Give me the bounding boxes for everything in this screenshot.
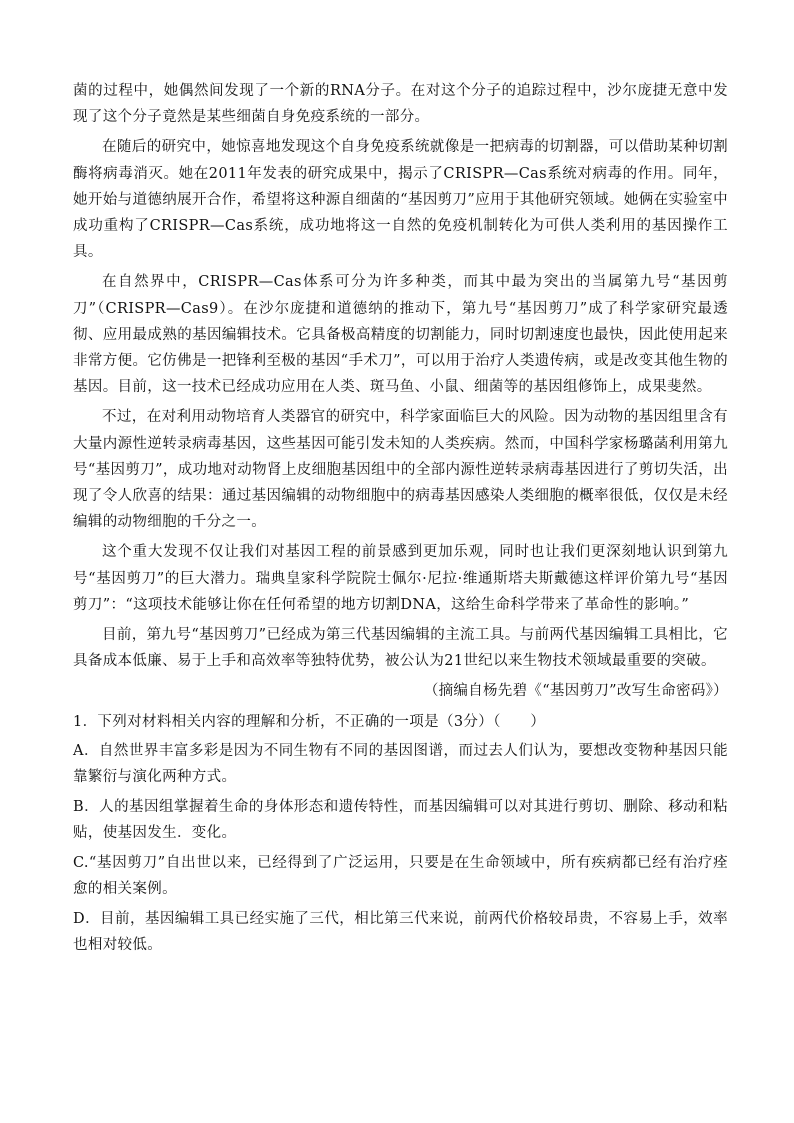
paragraph: 在随后的研究中，她惊喜地发现这个自身免疫系统就像是一把病毒的切割器，可以借助某种切割酶将病毒消灭。她在2011年发表的研究成果中，揭示了CRISPR—Cas系统对病毒的作用。同年，她开始与道德纳展开合作，希望将这种源自细菌的“基因剪刀”应用于其他研究领域。她俩在实验室中成功重构了CRISPR—Cas系统，成功地将这一自然的免疫机制转化为可供人类利用的基因操作工具。 [73,139,728,261]
question-stem: 1．下列对材料相关内容的理解和分析，不正确的一项是（3分）（ ） [73,714,546,731]
question-block [73,710,728,958]
option-b: B．人的基因组掌握着生命的身体形态和遗传特性，而基因编辑可以对其进行剪切、删除、移动和粘贴，使基因发生．变化。 [73,799,728,842]
option-d: D．目前，基因编辑工具已经实施了三代，相比第三代来说，前两代价格较昂贵，不容易上手，效率也相对较低。 [73,911,728,954]
paragraph-continuation: 菌的过程中，她偶然间发现了一个新的RNA分子。在对这个分子的追踪过程中，沙尔庞捷无意中发现了这个分子竟然是某些细菌自身免疫系统的一部分。 [73,83,728,126]
document-page [73,78,728,958]
paragraph: 这个重大发现不仅让我们对基因工程的前景感到更加乐观，同时也让我们更深刻地认识到第九号“基因剪刀”的巨大潜力。瑞典皇家科学院院士佩尔·尼拉·维通斯塔夫斯戴德这样评价第九号“基因剪刀”：“这项技术能够让你在任何希望的地方切割DNA，这给生命科学带来了革命性的影响。” [73,544,728,613]
article-source: （摘编自杨先碧《“基因剪刀”改写生命密码》） [423,683,728,700]
option-c: C.“基因剪刀”自出世以来，已经得到了广泛运用，只要是在生命领域中，所有疾病都已经有治疗痊愈的相关案例。 [73,855,728,898]
option-a: A．自然世界丰富多彩是因为不同生物有不同的基因图谱，而过去人们认为，要想改变物种基因只能靠繁衍与演化两种方式。 [73,743,728,786]
article-body [73,78,728,704]
paragraph: 在自然界中，CRISPR—Cas体系可分为许多种类，而其中最为突出的当属第九号“基因剪刀”（CRISPR—Cas9）。在沙尔庞捷和道德纳的推动下，第九号“基因剪刀”成了科学家研究最透彻、应用最成熟的基因编辑技术。它具备极高精度的切割能力，同时切割速度也最快，因此使用起来非常方便。它仿佛是一把锋利至极的基因“手术刀”，可以用于治疗人类遗传病，或是改变其他生物的基因。目前，这一技术已经成功应用在人类、斑马鱼、小鼠、细菌等的基因组修饰上，成果斐然。 [73,274,728,396]
paragraph: 目前，第九号“基因剪刀”已经成为第三代基因编辑的主流工具。与前两代基因编辑工具相比，它具备成本低廉、易于上手和高效率等独特优势，被公认为21世纪以来生物技术领域最重要的突破。 [73,627,728,670]
paragraph: 不过，在对利用动物培育人类器官的研究中，科学家面临巨大的风险。因为动物的基因组里含有大量内源性逆转录病毒基因，这些基因可能引发未知的人类疾病。然而，中国科学家杨璐菡利用第九号“基因剪刀”，成功地对动物肾上皮细胞基因组中的全部内源性逆转录病毒基因进行了剪切失活，出现了令人欣喜的结果：通过基因编辑的动物细胞中的病毒基因感染人类细胞的概率很低，仅仅是未经编辑的动物细胞的千分之一。 [73,409,728,531]
